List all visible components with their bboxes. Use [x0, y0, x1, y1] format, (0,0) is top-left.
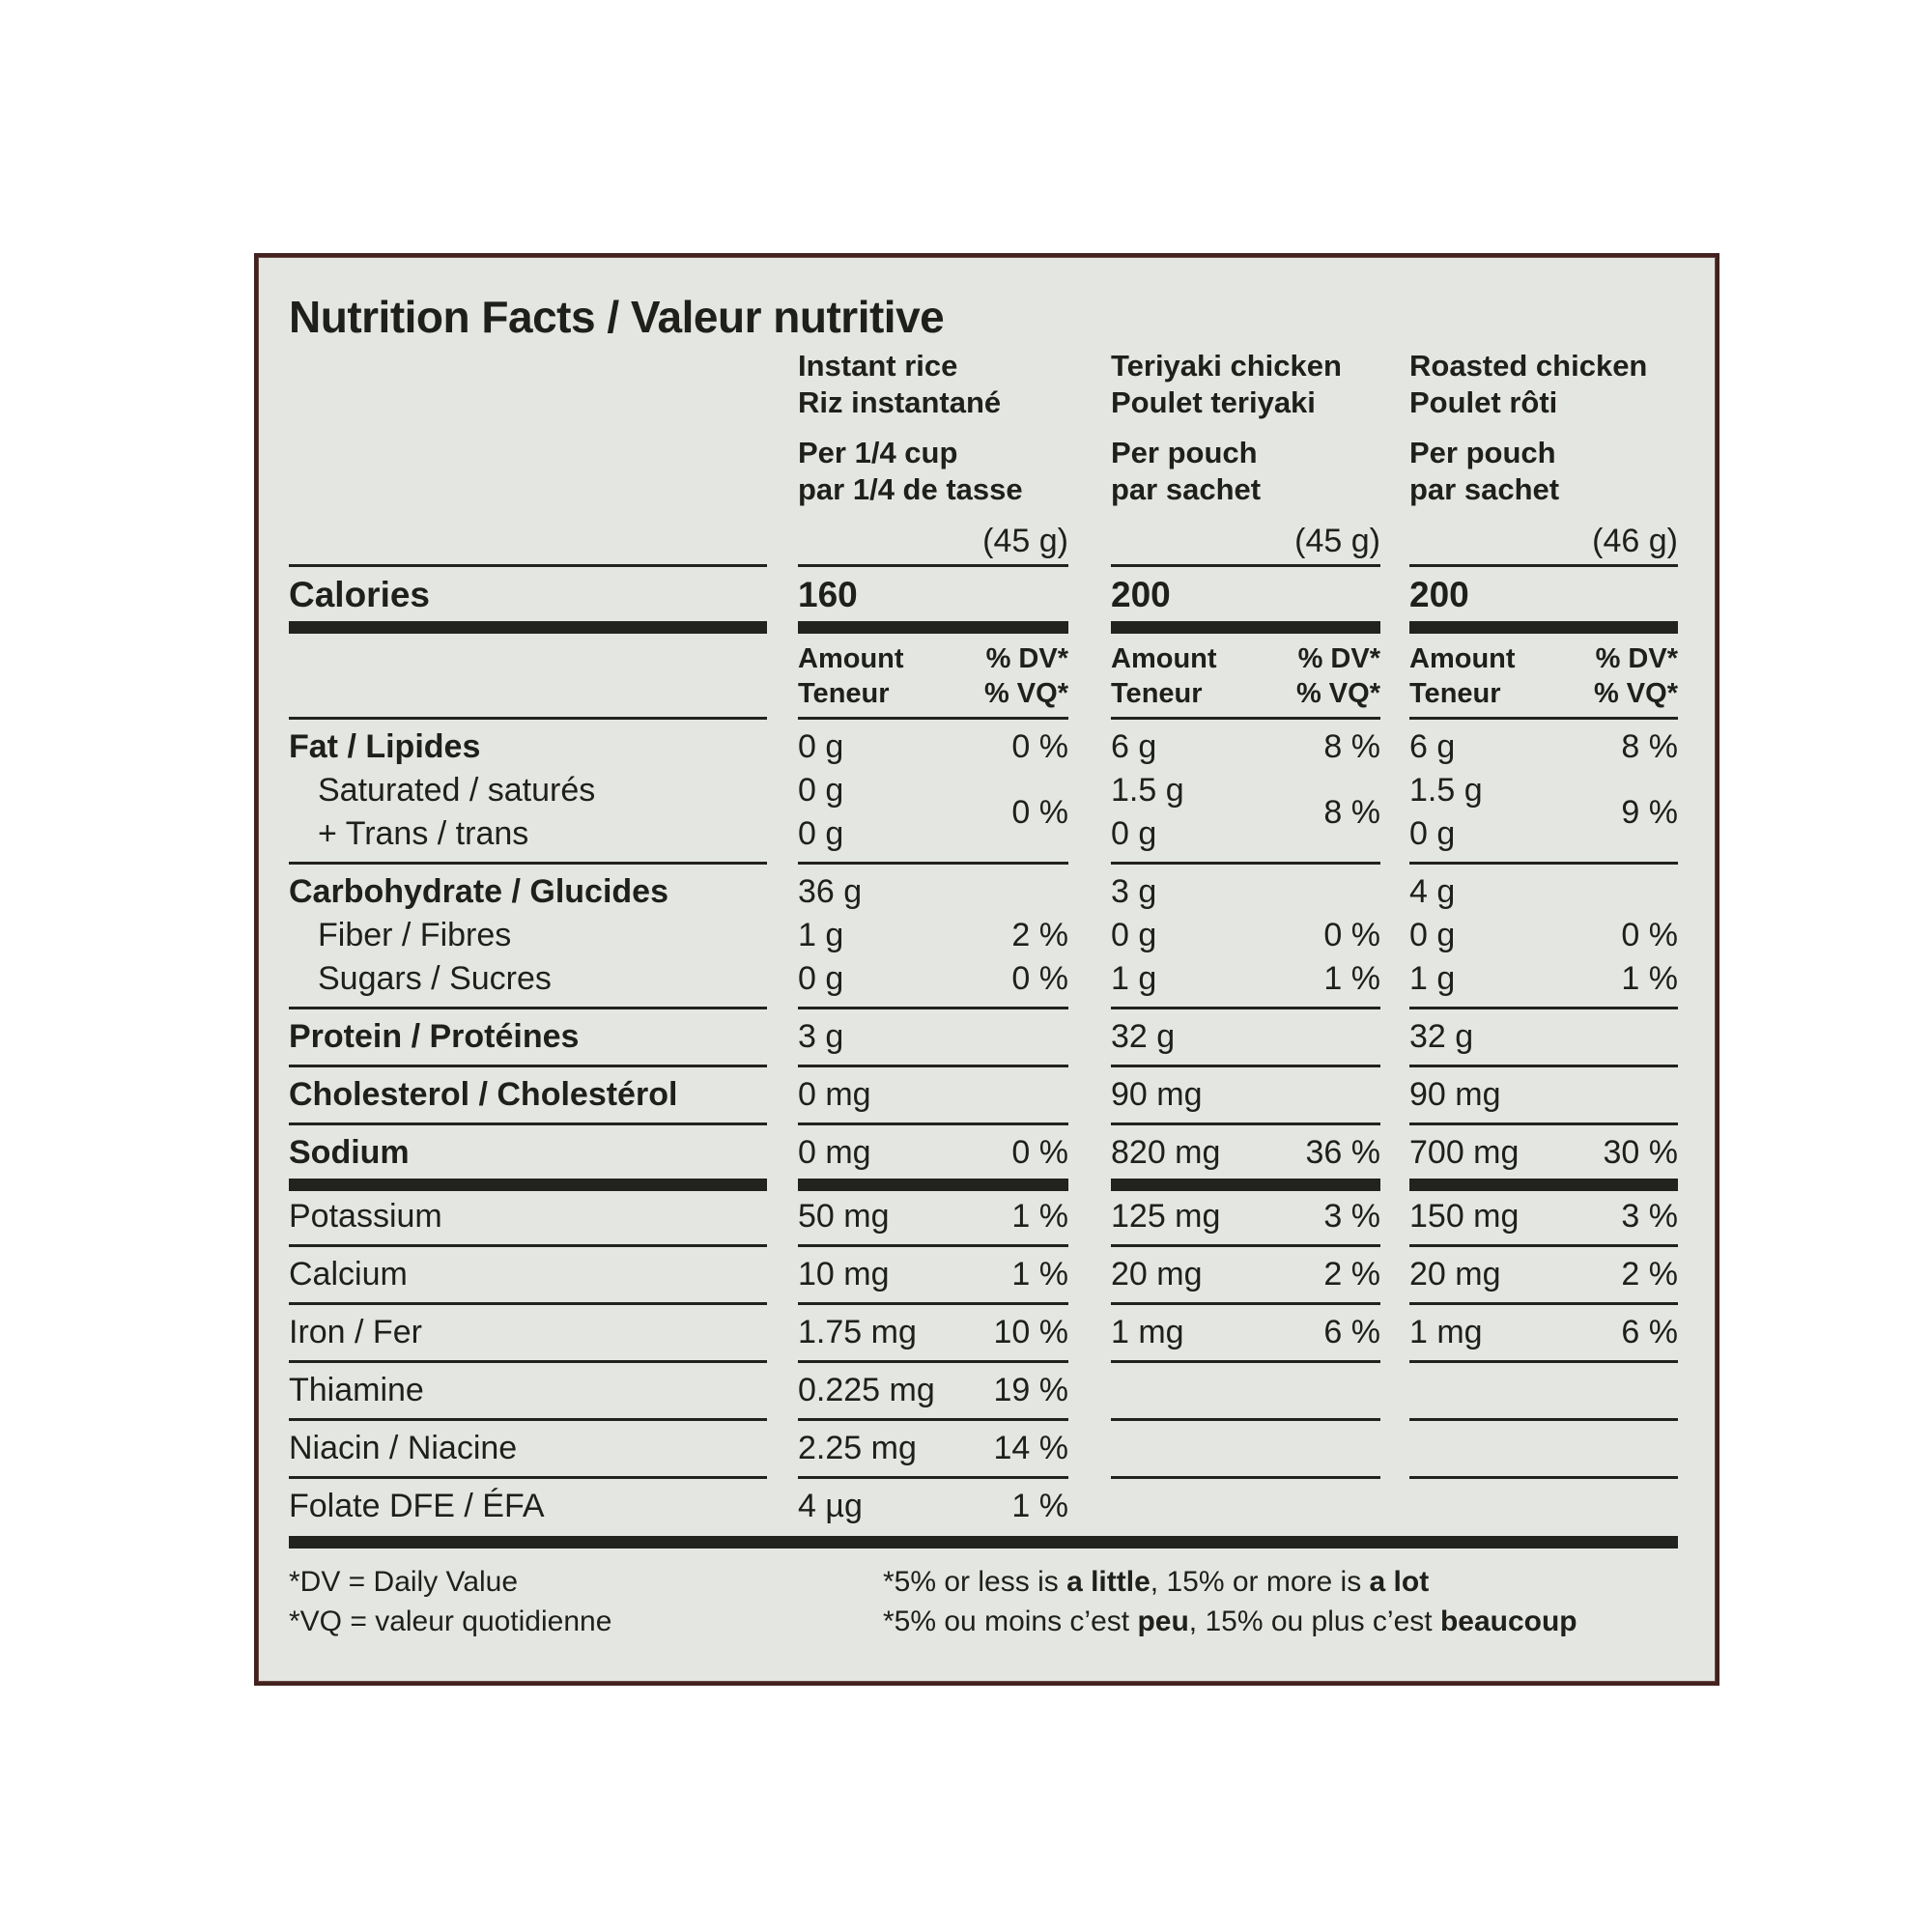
footnote-scale-fr [883, 1602, 1678, 1641]
nutrient-label: Fat / Lipides [289, 728, 481, 765]
amount-dv-header [1409, 641, 1678, 711]
amount-header-fr: Teneur [1111, 678, 1203, 709]
amount-value: 0 g [1409, 917, 1456, 953]
nutrient-label: Calcium [289, 1256, 408, 1293]
amount-value: 50 mg [798, 1198, 890, 1235]
nutrient-label: Folate DFE / ÉFA [289, 1488, 545, 1524]
dv-value: 30 % [1603, 1134, 1678, 1171]
amount-value: 32 g [1409, 1018, 1474, 1055]
amount-header-fr: Teneur [798, 678, 890, 709]
amount-header-en: Amount [798, 643, 904, 674]
separator-rule [289, 1476, 1678, 1479]
nutrient-label: Niacin / Niacine [289, 1430, 518, 1466]
nutrient-row-cholesterol [289, 1073, 1678, 1117]
amount-value: 0 g [1111, 917, 1157, 953]
serving-size-fr: par sachet [1409, 472, 1560, 506]
amount-value: 1.75 mg [798, 1314, 917, 1350]
footnotes [289, 1562, 1678, 1641]
footnote-dv-en: *DV = Daily Value [289, 1566, 519, 1598]
separator-rule [289, 1302, 1678, 1305]
dv-header-fr: % VQ* [1295, 678, 1380, 709]
dv-value: 1 % [1011, 1488, 1068, 1524]
dv-value: 3 % [1621, 1198, 1678, 1235]
amount-value: 0 g [798, 728, 844, 765]
amount-value: 3 g [798, 1018, 844, 1055]
nutrient-label: Thiamine [289, 1372, 424, 1408]
serving-weight: (45 g) [982, 523, 1068, 559]
footnote-bold: a lot [1369, 1566, 1430, 1598]
dv-value: 1 % [1011, 1256, 1068, 1293]
amount-value: 2.25 mg [798, 1430, 917, 1466]
separator-rule [289, 862, 1678, 865]
calories-value: 160 [798, 575, 858, 614]
dv-value: 14 % [993, 1430, 1068, 1466]
amount-value: 20 mg [1111, 1256, 1203, 1293]
footnote-dv-fr: *VQ = valeur quotidienne [289, 1605, 612, 1637]
nutrient-label: Protein / Protéines [289, 1018, 580, 1055]
amount-value: 1 g [1409, 960, 1456, 997]
nutrient-row-saturated-trans [289, 769, 1678, 856]
amount-dv-header-row [289, 641, 1678, 711]
thick-bar [289, 1179, 1678, 1191]
nutrient-label-trans: + Trans / trans [318, 815, 529, 852]
nutrient-row-potassium [289, 1195, 1678, 1238]
dv-value: 0 % [1621, 917, 1678, 953]
label-title: Nutrition Facts / Valeur nutritive [289, 292, 945, 342]
column-header-instant-rice [798, 348, 1068, 558]
amount-value: 90 mg [1409, 1076, 1501, 1113]
nutrient-label: Sugars / Sucres [318, 960, 552, 997]
amount-value: 820 mg [1111, 1134, 1221, 1171]
dv-value: 0 % [1011, 960, 1068, 997]
calories-value: 200 [1111, 575, 1171, 614]
calories-value: 200 [1409, 575, 1469, 614]
amount-value: 700 mg [1409, 1134, 1520, 1171]
serving-weight: (45 g) [1294, 523, 1380, 559]
nutrient-row-calcium [289, 1253, 1678, 1296]
dv-value: 2 % [1621, 1256, 1678, 1293]
amount-value: 20 mg [1409, 1256, 1501, 1293]
column-header-roasted-chicken [1409, 348, 1678, 558]
dv-value: 1 % [1621, 960, 1678, 997]
amount-value: 6 g [1409, 728, 1456, 765]
product-name-en: Teriyaki chicken [1111, 349, 1342, 383]
dv-value: 0 % [1011, 793, 1068, 831]
dv-value: 36 % [1305, 1134, 1380, 1171]
serving-size-fr: par sachet [1111, 472, 1262, 506]
dv-header-fr: % VQ* [1593, 678, 1678, 709]
nutrient-label: Iron / Fer [289, 1314, 422, 1350]
nutrient-label: Fiber / Fibres [318, 917, 512, 953]
footnote-scale [883, 1562, 1678, 1641]
amount-value: 125 mg [1111, 1198, 1221, 1235]
dv-value: 8 % [1323, 793, 1380, 831]
nutrient-label-saturated: Saturated / saturés [318, 772, 596, 809]
amount-value: 90 mg [1111, 1076, 1203, 1113]
dv-value: 10 % [993, 1314, 1068, 1350]
serving-weight: (46 g) [1592, 523, 1678, 559]
amount-value: 3 g [1111, 873, 1157, 910]
dv-value: 6 % [1323, 1314, 1380, 1350]
footnote-scale-en [883, 1562, 1678, 1602]
nutrient-row-protein [289, 1015, 1678, 1059]
nutrient-row-iron [289, 1311, 1678, 1354]
amount-value: 36 g [798, 873, 863, 910]
footnote-text: *5% or less is [883, 1566, 1067, 1598]
footnote-bold: peu [1137, 1605, 1189, 1637]
footnote-text: *5% ou moins c’est [883, 1605, 1138, 1637]
amount-dv-header [798, 641, 1068, 711]
product-name-en: Instant rice [798, 349, 958, 383]
dv-header-fr: % VQ* [983, 678, 1068, 709]
nutrient-row-fat [289, 725, 1678, 769]
amount-header-fr: Teneur [1409, 678, 1501, 709]
amount-saturated: 1.5 g [1409, 772, 1483, 809]
separator-rule [289, 1360, 1678, 1363]
separator-rule [289, 564, 1678, 567]
nutrient-label: Cholesterol / Cholestérol [289, 1076, 678, 1113]
product-name-fr: Riz instantané [798, 385, 1002, 419]
amount-value: 4 g [1409, 873, 1456, 910]
dv-value: 0 % [1011, 1134, 1068, 1171]
amount-value: 0 mg [798, 1134, 871, 1171]
nutrient-row-sugars [289, 957, 1678, 1001]
nutrient-row-carbohydrate [289, 870, 1678, 914]
amount-value: 1 mg [1111, 1314, 1184, 1350]
dv-value: 8 % [1621, 728, 1678, 765]
dv-value: 0 % [1323, 917, 1380, 953]
product-name-fr: Poulet teriyaki [1111, 385, 1316, 419]
separator-rule [289, 1244, 1678, 1247]
product-name-fr: Poulet rôti [1409, 385, 1558, 419]
separator-rule [289, 1007, 1678, 1009]
amount-value: 150 mg [1409, 1198, 1520, 1235]
dv-value: 1 % [1011, 1198, 1068, 1235]
dv-value: 3 % [1323, 1198, 1380, 1235]
amount-trans: 0 g [1409, 815, 1456, 852]
nutrient-row-folate [289, 1485, 1678, 1528]
dv-value: 19 % [993, 1372, 1068, 1408]
separator-rule [289, 1122, 1678, 1125]
amount-dv-header [1111, 641, 1380, 711]
amount-value: 4 µg [798, 1488, 863, 1524]
nutrient-row-sodium [289, 1131, 1678, 1175]
serving-size-en: Per pouch [1409, 436, 1556, 469]
nutrient-row-fiber [289, 914, 1678, 957]
separator-rule [289, 1418, 1678, 1421]
serving-size-en: Per pouch [1111, 436, 1258, 469]
amount-value: 1 g [798, 917, 844, 953]
nutrient-label: Sodium [289, 1134, 410, 1171]
column-headers [289, 348, 1678, 558]
amount-value: 1 mg [1409, 1314, 1483, 1350]
dv-value: 1 % [1323, 960, 1380, 997]
amount-value: 0 g [798, 960, 844, 997]
product-name-en: Roasted chicken [1409, 349, 1648, 383]
footnote-bold: beaucoup [1439, 1605, 1577, 1637]
amount-saturated: 0 g [798, 772, 844, 809]
separator-rule [289, 1065, 1678, 1067]
amount-trans: 0 g [1111, 815, 1157, 852]
calories-label: Calories [289, 575, 431, 614]
nutrient-label: Potassium [289, 1198, 442, 1235]
dv-value: 9 % [1621, 793, 1678, 831]
calories-row [289, 573, 1678, 617]
dv-header-en: % DV* [1595, 643, 1678, 674]
amount-header-en: Amount [1111, 643, 1217, 674]
nutrition-facts-label [254, 253, 1719, 1686]
dv-value: 2 % [1011, 917, 1068, 953]
nutrient-row-thiamine [289, 1369, 1678, 1412]
bottom-thick-bar [289, 1536, 1678, 1548]
amount-value: 32 g [1111, 1018, 1176, 1055]
serving-size-en: Per 1/4 cup [798, 436, 958, 469]
thick-bar [289, 621, 1678, 634]
amount-saturated: 1.5 g [1111, 772, 1184, 809]
dv-value: 2 % [1323, 1256, 1380, 1293]
dv-value: 6 % [1621, 1314, 1678, 1350]
amount-value: 6 g [1111, 728, 1157, 765]
dv-header-en: % DV* [985, 643, 1068, 674]
amount-trans: 0 g [798, 815, 844, 852]
footnote-bold: a little [1066, 1566, 1151, 1598]
nutrient-row-niacin [289, 1427, 1678, 1470]
separator-rule [289, 717, 1678, 720]
amount-value: 10 mg [798, 1256, 890, 1293]
column-header-teriyaki-chicken [1111, 348, 1380, 558]
amount-header-en: Amount [1409, 643, 1516, 674]
dv-value: 8 % [1323, 728, 1380, 765]
amount-value: 0.225 mg [798, 1372, 935, 1408]
dv-header-en: % DV* [1297, 643, 1380, 674]
serving-size-fr: par 1/4 de tasse [798, 472, 1023, 506]
footnote-dv-definitions [289, 1562, 883, 1641]
dv-value: 0 % [1011, 728, 1068, 765]
footnote-text: , 15% or more is [1150, 1566, 1370, 1598]
footnote-text: , 15% ou plus c’est [1188, 1605, 1440, 1637]
amount-value: 0 mg [798, 1076, 871, 1113]
amount-value: 1 g [1111, 960, 1157, 997]
nutrient-label: Carbohydrate / Glucides [289, 873, 668, 910]
